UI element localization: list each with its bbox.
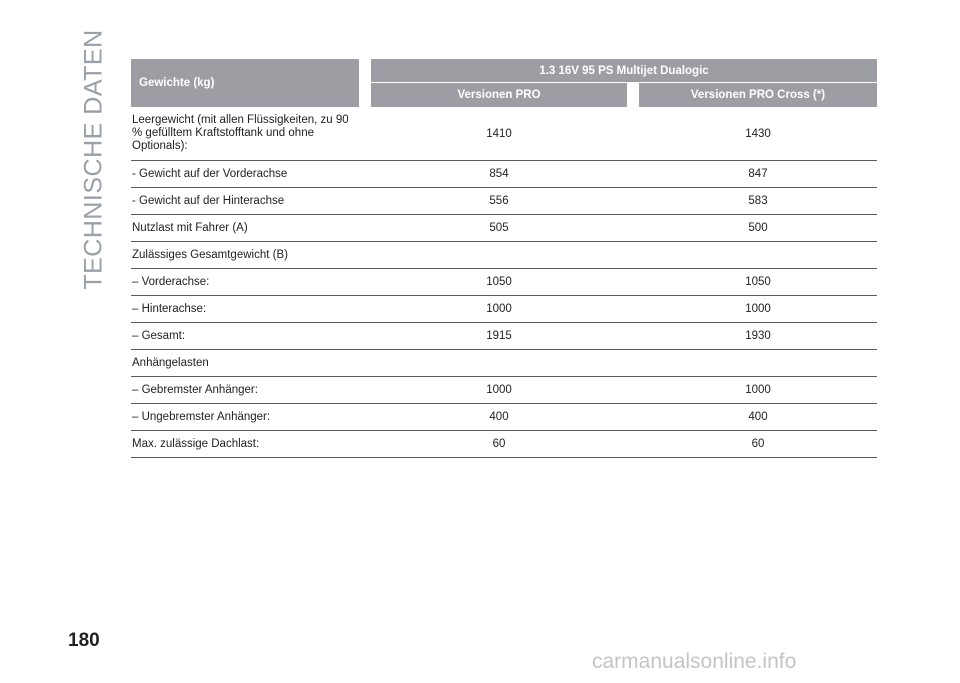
row-value-pro: 1000	[371, 377, 627, 404]
row-label: – Vorderachse:	[131, 269, 359, 296]
row-value-pro-cross: 1430	[639, 107, 877, 161]
table-row	[131, 431, 877, 458]
row-value-pro-cross: 60	[639, 431, 877, 458]
column-header-pro: Versionen PRO	[371, 83, 627, 107]
row-value-pro-cross: 583	[639, 188, 877, 215]
engine-header: 1.3 16V 95 PS Multijet Dualogic	[371, 59, 877, 83]
table-row	[131, 269, 877, 296]
weights-table	[131, 59, 877, 458]
row-value-pro-cross: 500	[639, 215, 877, 242]
section-title-text: TECHNISCHE DATEN	[79, 28, 108, 290]
row-value-pro: 1915	[371, 323, 627, 350]
row-label: Leergewicht (mit allen Flüssigkeiten, zu 90 % gefülltem Kraftstofftank und ohne Optionals):	[131, 107, 359, 161]
row-value-pro: 556	[371, 188, 627, 215]
table-body	[131, 107, 877, 458]
row-label: Max. zulässige Dachlast:	[131, 431, 359, 458]
table-row	[131, 215, 877, 242]
row-label: – Gebremster Anhänger:	[131, 377, 359, 404]
row-value-pro: 400	[371, 404, 627, 431]
row-value-pro-cross: 847	[639, 161, 877, 188]
row-value-pro-cross	[639, 242, 877, 269]
row-label: – Hinterachse:	[131, 296, 359, 323]
row-value-pro: 1410	[371, 107, 627, 161]
row-label: - Gewicht auf der Vorderachse	[131, 161, 359, 188]
column-header-pro-cross: Versionen PRO Cross (*)	[639, 83, 877, 107]
row-label: Anhängelasten	[131, 350, 359, 377]
table-row	[131, 161, 877, 188]
table-row	[131, 188, 877, 215]
row-value-pro-cross: 1930	[639, 323, 877, 350]
table-row	[131, 404, 877, 431]
row-label: Zulässiges Gesamtgewicht (B)	[131, 242, 359, 269]
row-value-pro: 854	[371, 161, 627, 188]
row-value-pro	[371, 242, 627, 269]
page-number: 180	[68, 630, 100, 651]
row-label: – Gesamt:	[131, 323, 359, 350]
table-row	[131, 242, 877, 269]
row-value-pro-cross	[639, 350, 877, 377]
row-value-pro-cross: 1000	[639, 377, 877, 404]
table-header-row	[131, 59, 877, 83]
table-row	[131, 350, 877, 377]
row-value-pro-cross: 1050	[639, 269, 877, 296]
row-value-pro	[371, 350, 627, 377]
weights-header-label: Gewichte (kg)	[131, 59, 359, 107]
row-value-pro-cross: 400	[639, 404, 877, 431]
table-row	[131, 107, 877, 161]
row-label: – Ungebremster Anhänger:	[131, 404, 359, 431]
watermark: carmanualsonline.info	[592, 650, 797, 673]
table-row	[131, 296, 877, 323]
row-value-pro: 1000	[371, 296, 627, 323]
row-value-pro-cross: 1000	[639, 296, 877, 323]
row-value-pro: 1050	[371, 269, 627, 296]
row-value-pro: 60	[371, 431, 627, 458]
row-label: Nutzlast mit Fahrer (A)	[131, 215, 359, 242]
table-row	[131, 323, 877, 350]
section-title	[64, 28, 124, 290]
row-label: - Gewicht auf der Hinterachse	[131, 188, 359, 215]
table-row	[131, 377, 877, 404]
row-value-pro: 505	[371, 215, 627, 242]
